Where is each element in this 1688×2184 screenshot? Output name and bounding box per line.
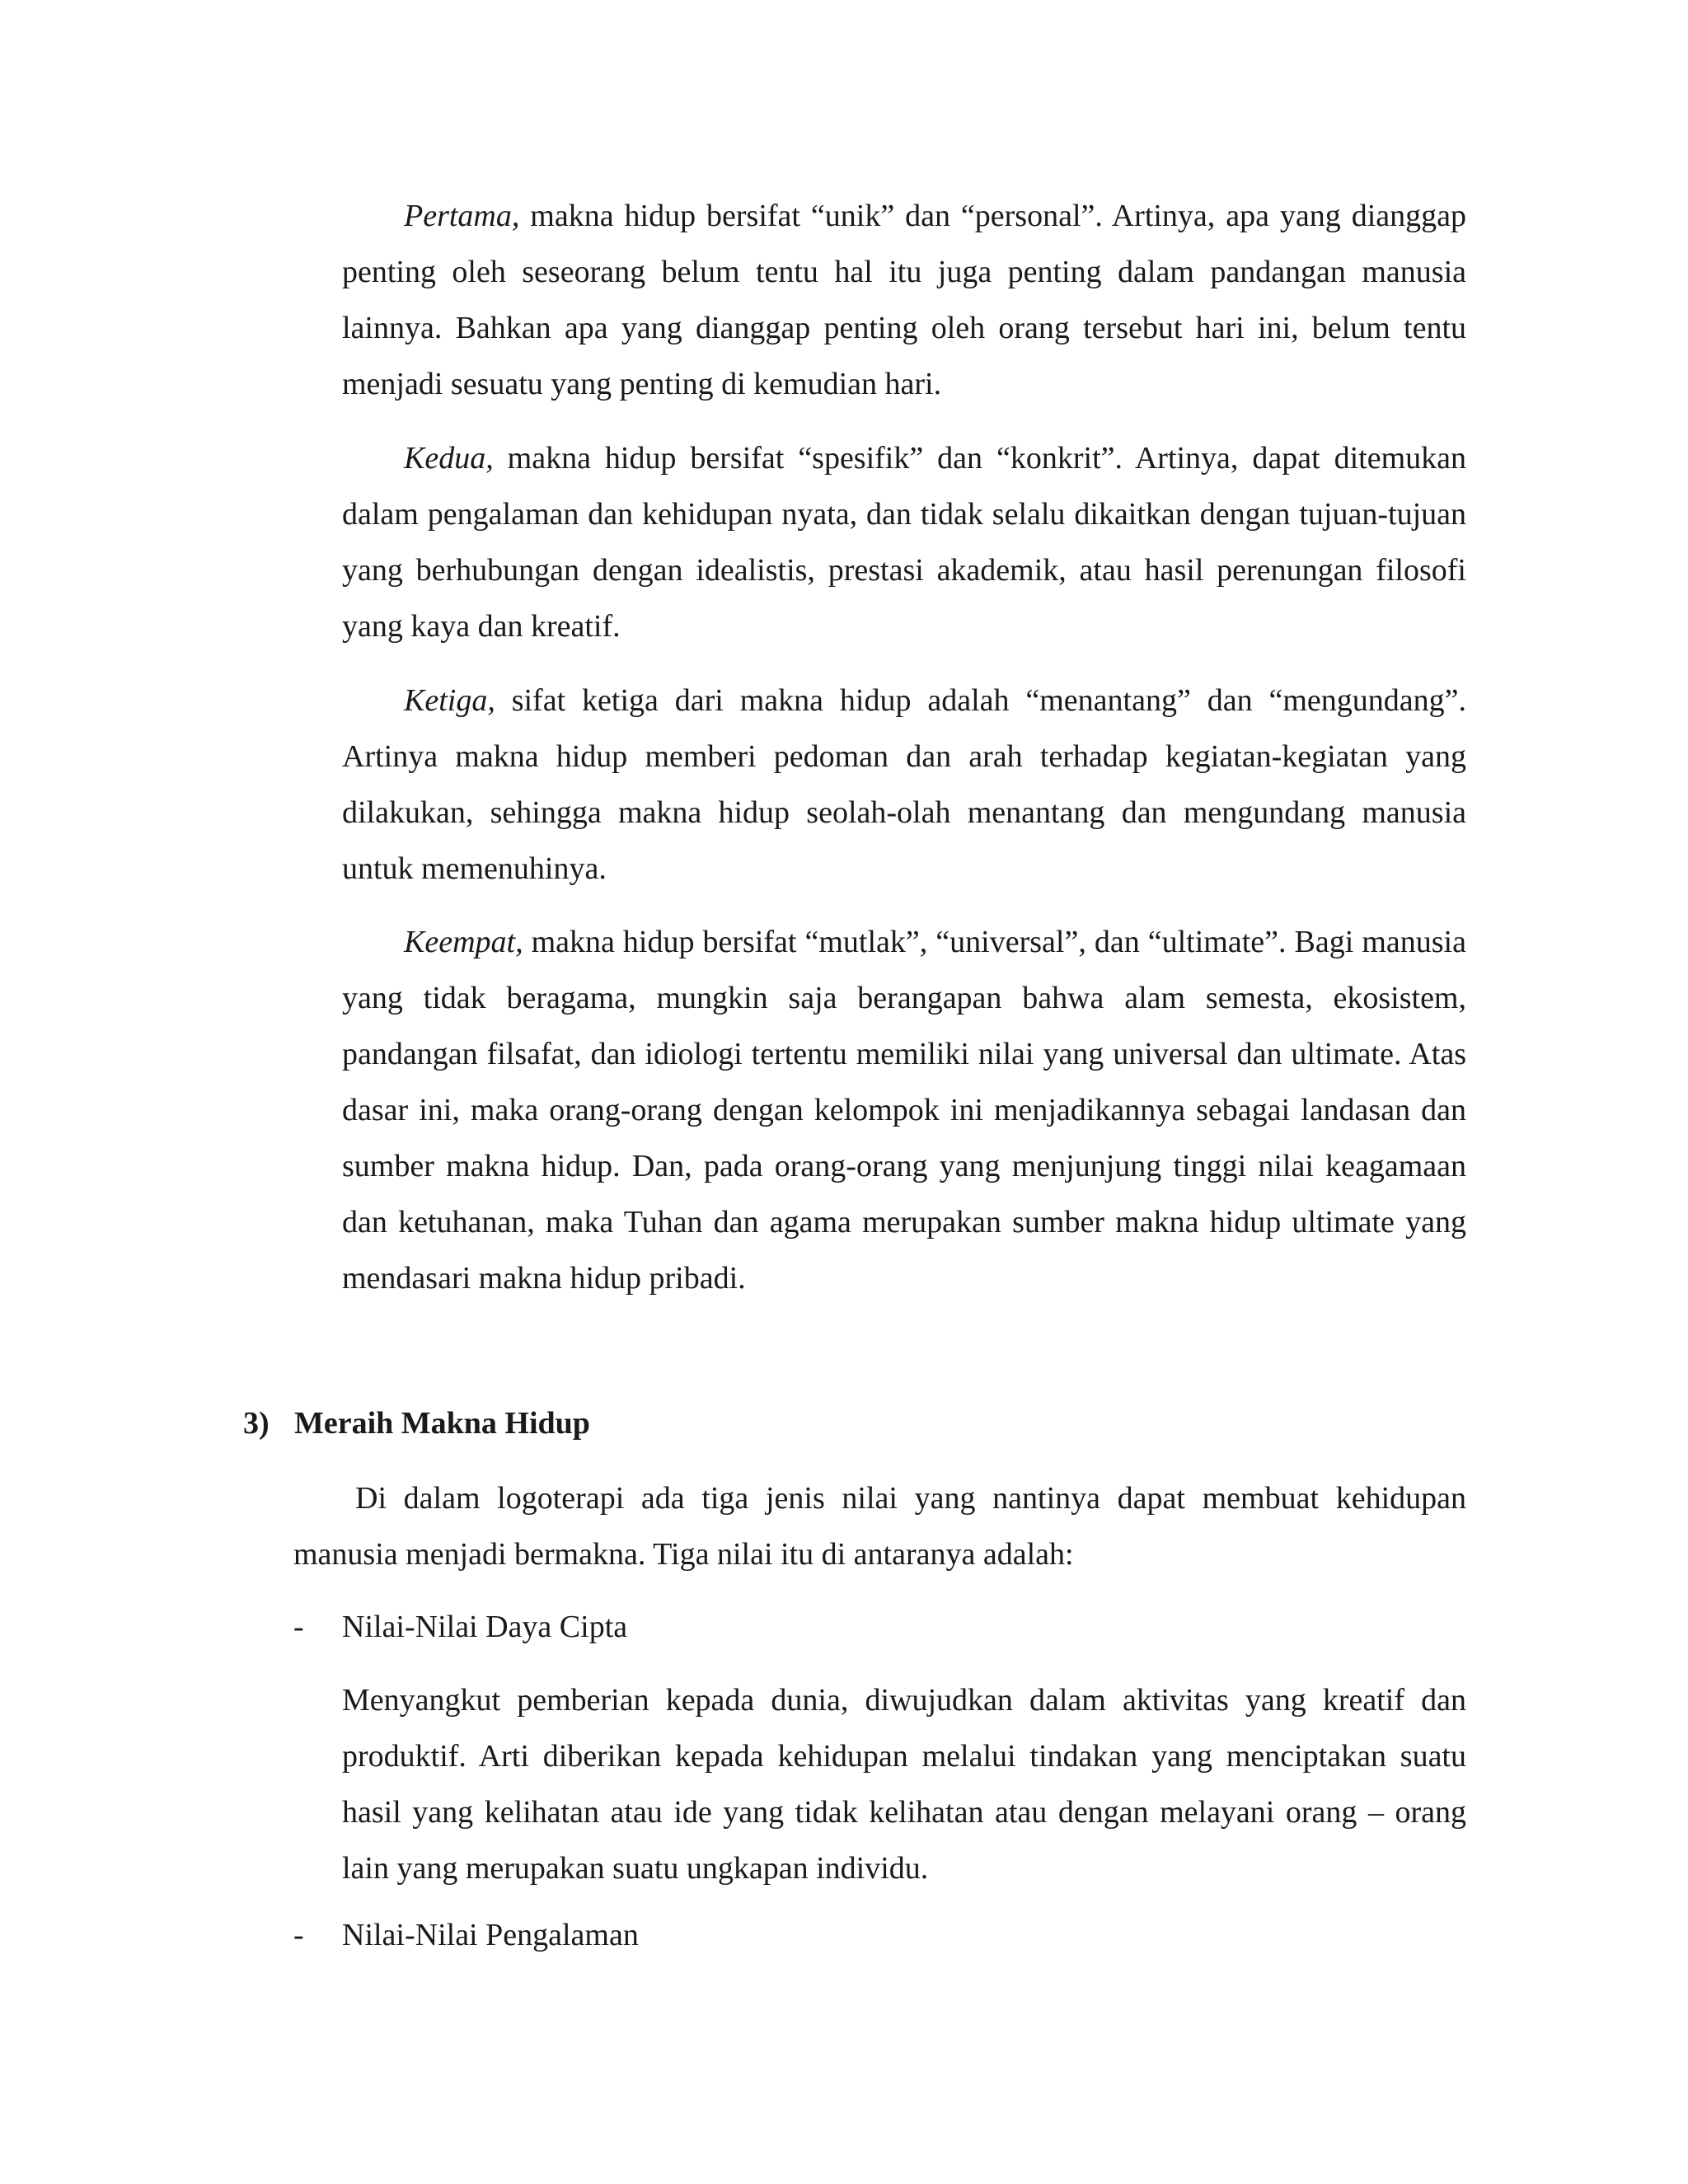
value-item-daya-cipta: [293, 1599, 627, 1655]
value-title: Nilai-Nilai Daya Cipta: [342, 1610, 628, 1644]
paragraph-text: makna hidup bersifat “spesifik” dan “konkrit”. Artinya, dapat ditemukan dalam pengalaman dan kehidupan nyata, dan tidak selalu dikaitkan dengan tujuan-tujuan yang berhubungan dengan idealistis, prestasi akademik, atau hasil perenungan filosofi yang kaya dan kreatif.: [342, 441, 1466, 644]
paragraph-text: makna hidup bersifat “unik” dan “personal”. Artinya, apa yang dianggap penting oleh seseorang belum tentu hal itu juga penting dalam pandangan manusia lainnya. Bahkan apa yang dianggap penting oleh orang tersebut hari ini, belum tentu menjadi sesuatu yang penting di kemudian hari.: [342, 199, 1466, 401]
value-description: Menyangkut pemberian kepada dunia, diwujudkan dalam aktivitas yang kreatif dan produktif. Arti diberikan kepada kehidupan melalui tindakan yang menciptakan suatu hasil yang kelihatan atau ide yang tidak kelihatan atau dengan melayani orang – orang lain yang merupakan suatu ungkapan individu.: [342, 1683, 1466, 1886]
paragraph-text: makna hidup bersifat “mutlak”, “universal”, dan “ultimate”. Bagi manusia yang tidak beragama, mungkin saja berangapan bahwa alam semesta, ekosistem, pandangan filsafat, dan idiologi tertentu memiliki nilai yang universal dan ultimate. Atas dasar ini, maka orang-orang dengan kelompok ini menjadikannya sebagai landasan dan sumber makna hidup. Dan, pada orang-orang yang menjunjung tinggi nilai keagamaan dan ketuhanan, maka Tuhan dan agama merupakan sumber makna hidup ultimate yang mendasari makna hidup pribadi.: [342, 925, 1466, 1296]
dash-bullet: -: [293, 1610, 304, 1644]
paragraph-lead: Kedua,: [404, 441, 494, 476]
section-heading: [243, 1395, 590, 1451]
value-title: Nilai-Nilai Pengalaman: [342, 1918, 639, 1952]
section-title: Meraih Makna Hidup: [294, 1406, 590, 1441]
section-intro: Di dalam logoterapi ada tiga jenis nilai yang nantinya dapat membuat kehidupan manusia menjadi bermakna. Tiga nilai itu di antaranya adalah:: [293, 1481, 1466, 1572]
section-number: 3): [243, 1406, 270, 1441]
paragraph-text: sifat ketiga dari makna hidup adalah “menantang” dan “mengundang”. Artinya makna hidup memberi pedoman dan arah terhadap kegiatan-kegiatan yang dilakukan, sehingga makna hidup seolah-olah menantang dan mengundang manusia untuk memenuhinya.: [342, 683, 1466, 886]
value-item-pengalaman: [293, 1907, 639, 1963]
paragraph-pertama: [342, 188, 1466, 412]
paragraph-lead: Pertama,: [404, 199, 520, 233]
paragraph-keempat: [342, 914, 1466, 1306]
paragraph-lead: Keempat,: [404, 925, 523, 959]
paragraph-kedua: [342, 430, 1466, 654]
dash-bullet: -: [293, 1918, 304, 1952]
paragraph-lead: Ketiga,: [404, 683, 495, 718]
paragraph-ketiga: [342, 673, 1466, 897]
